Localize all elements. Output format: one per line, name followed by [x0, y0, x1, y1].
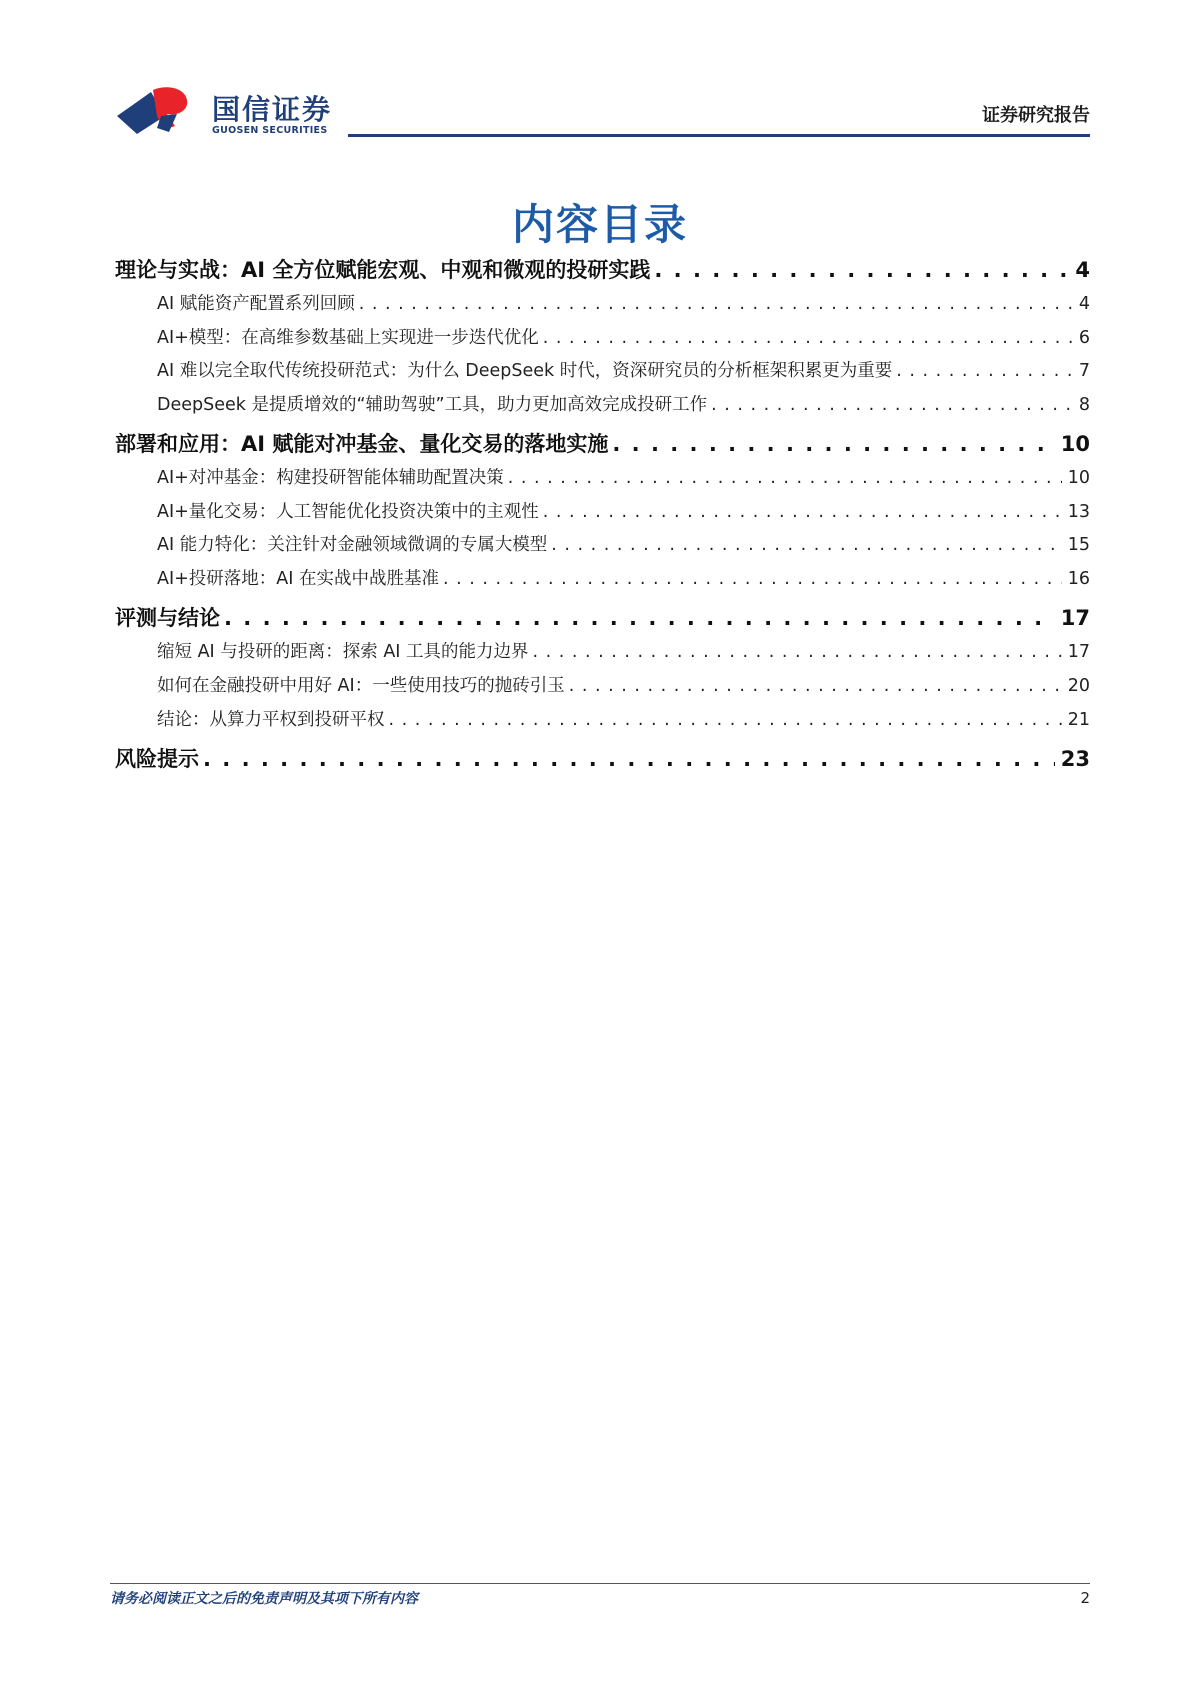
toc-subsection-entry[interactable]	[115, 496, 1090, 530]
dot-leader	[551, 529, 1062, 563]
report-type: 证券研究报告	[982, 105, 1090, 126]
toc-entry-page: 23	[1060, 746, 1090, 771]
toc-subsection-entry[interactable]	[115, 563, 1090, 600]
dot-leader	[896, 355, 1073, 389]
toc-entry-page: 4	[1078, 294, 1090, 314]
toc-entry-label: 理论与实战：AI 全方位赋能宏观、中观和微观的投研实践	[115, 258, 651, 282]
toc-subsection-entry[interactable]	[115, 529, 1090, 563]
toc-entry-page: 20	[1067, 675, 1090, 696]
toc-entry-label: 评测与结论	[115, 606, 220, 631]
footer-divider	[110, 1583, 1090, 1584]
toc-entry-label: AI 赋能资产配置系列回顾	[157, 294, 355, 314]
toc-entry-page: 10	[1067, 468, 1090, 489]
dot-leader	[543, 496, 1062, 530]
dot-leader	[569, 670, 1062, 704]
toc-subsection-entry[interactable]	[115, 704, 1090, 741]
toc-entry-page: 7	[1078, 361, 1090, 382]
dot-leader	[203, 741, 1055, 777]
dot-leader	[711, 389, 1073, 423]
toc-entry-page: 10	[1060, 432, 1090, 457]
toc-entry-label: AI+模型：在高维参数基础上实现进一步迭代优化	[157, 327, 539, 348]
dot-leader	[359, 288, 1073, 322]
toc-subsection-entry[interactable]	[115, 636, 1090, 670]
toc-section-entry[interactable]	[115, 741, 1090, 777]
page-number: 2	[1080, 1589, 1090, 1607]
dot-leader	[533, 636, 1062, 670]
toc-section-entry[interactable]	[115, 252, 1090, 288]
toc-subsection-entry[interactable]	[115, 670, 1090, 704]
table-of-contents	[115, 252, 1090, 777]
toc-entry-label: AI+量化交易：人工智能优化投资决策中的主观性	[157, 501, 539, 522]
toc-entry-label: 风险提示	[115, 746, 199, 771]
toc-title: 内容目录	[511, 200, 688, 249]
toc-entry-page: 6	[1078, 327, 1090, 348]
toc-section-entry[interactable]	[115, 426, 1090, 462]
dot-leader	[612, 426, 1054, 462]
toc-entry-label: 缩短 AI 与投研的距离：探索 AI 工具的能力边界	[157, 642, 529, 663]
toc-entry-page: 15	[1067, 535, 1090, 556]
toc-entry-page: 13	[1067, 501, 1090, 522]
toc-entry-label: 部署和应用：AI 赋能对冲基金、量化交易的落地实施	[115, 432, 609, 457]
toc-entry-label: DeepSeek 是提质增效的“辅助驾驶”工具，助力更加高效完成投研工作	[157, 395, 708, 416]
page-header	[0, 0, 1200, 150]
toc-entry-label: 如何在金融投研中用好 AI：一些使用技巧的抛砖引玉	[157, 675, 565, 696]
toc-entry-page: 8	[1078, 395, 1090, 416]
toc-subsection-entry[interactable]	[115, 355, 1090, 389]
toc-entry-label: AI+投研落地：AI 在实战中战胜基准	[157, 569, 439, 590]
brand-name-cn: 国信证券	[212, 93, 333, 126]
guosen-logo-icon	[117, 86, 207, 140]
toc-entry-page: 17	[1067, 642, 1090, 663]
toc-entry-page: 4	[1075, 258, 1090, 282]
footer-disclaimer: 请务必阅读正文之后的免责声明及其项下所有内容	[110, 1591, 418, 1607]
dot-leader	[654, 252, 1069, 288]
toc-entry-label: AI 能力特化：关注针对金融领域微调的专属大模型	[157, 535, 548, 556]
header-divider	[348, 134, 1090, 137]
toc-entry-page: 16	[1067, 569, 1090, 590]
toc-section-entry[interactable]	[115, 600, 1090, 636]
toc-entry-label: AI 难以完全取代传统投研范式：为什么 DeepSeek 时代，资深研究员的分析框架积累更为重要	[157, 361, 893, 382]
dot-leader	[443, 563, 1062, 597]
toc-subsection-entry[interactable]	[115, 462, 1090, 496]
toc-subsection-entry[interactable]	[115, 288, 1090, 322]
toc-entry-label: 结论：从算力平权到投研平权	[157, 709, 385, 730]
dot-leader	[508, 462, 1062, 496]
toc-entry-page: 17	[1060, 606, 1090, 631]
toc-entry-label: AI+对冲基金：构建投研智能体辅助配置决策	[157, 468, 504, 489]
toc-subsection-entry[interactable]	[115, 389, 1090, 426]
dot-leader	[389, 704, 1062, 738]
dot-leader	[224, 600, 1055, 636]
brand-name-en: GUOSEN SECURITIES	[212, 125, 328, 136]
toc-entry-page: 21	[1067, 709, 1090, 730]
dot-leader	[543, 322, 1073, 356]
toc-subsection-entry[interactable]	[115, 322, 1090, 356]
